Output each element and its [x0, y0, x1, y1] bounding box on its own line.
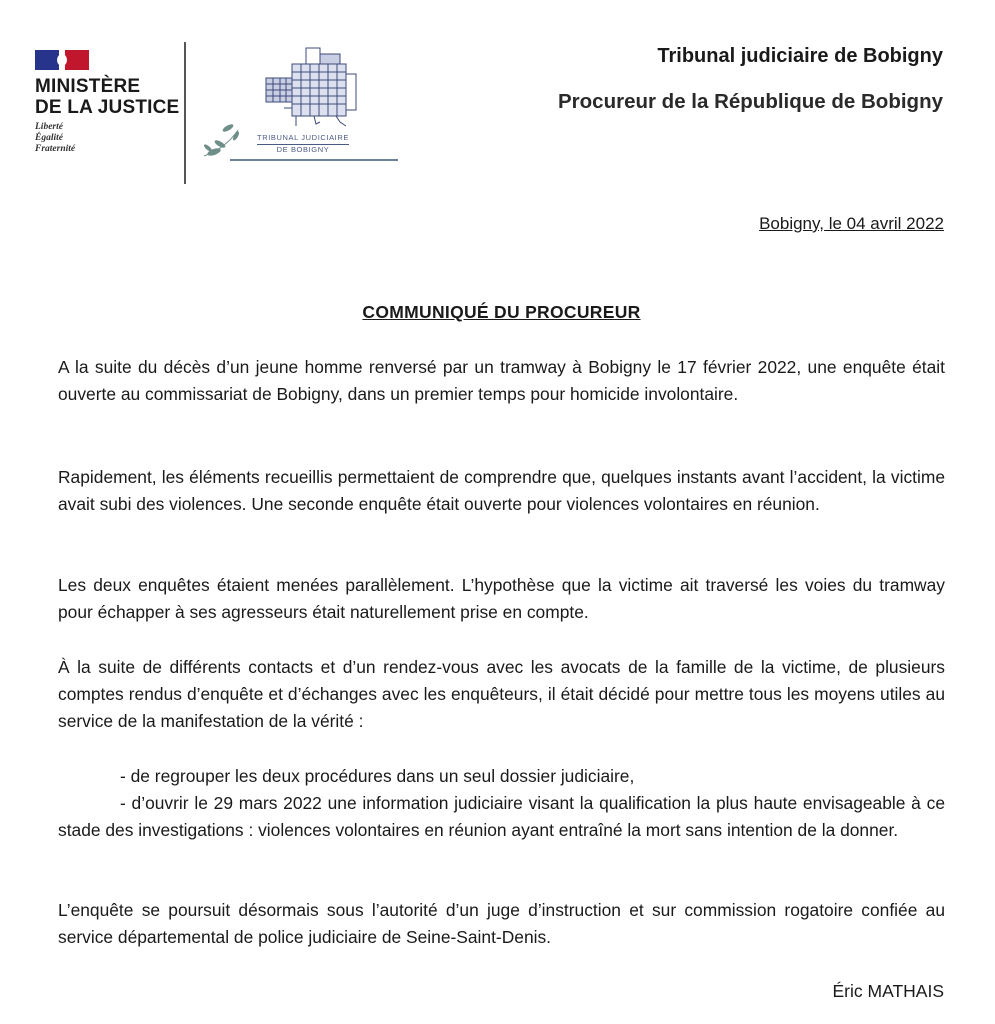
decision-item-1: - de regrouper les deux procédures dans un seul dossier judiciaire, [120, 766, 635, 786]
ministry-name-line1: MINISTÈRE [35, 76, 141, 97]
tribunal-judiciaire-logo [196, 44, 406, 169]
ministry-name-line2: DE LA JUSTICE [35, 97, 180, 118]
ministry-of-justice-logo [35, 50, 185, 155]
document-date: Bobigny, le 04 avril 2022 [759, 214, 944, 233]
republic-motto [35, 122, 185, 155]
paragraph-4: À la suite de différents contacts et d’un rendez-vous avec les avocats de la famille de la victime, de plusieurs comptes rendus d’enquête et d’échanges avec les enquêteurs, il était décidé pour mettre tous les moyens utiles au service de la manifestation de la vérité : [58, 657, 945, 731]
paragraph-1: A la suite du décès d’un jeune homme renversé par un tramway à Bobigny le 17 février 2022, une enquête était ouverte au commissariat de Bobigny, dans un premier temps pour homicide involontaire. [58, 357, 945, 404]
tribunal-logo-underline [230, 159, 398, 161]
tribunal-caption-line2: DE BOBIGNY [276, 145, 330, 154]
closing-paragraph: L’enquête se poursuit désormais sous l’autorité d’un juge d’instruction et sur commission rogatoire confiée au service départemental de police judiciaire de Seine-Saint-Denis. [58, 900, 945, 947]
court-name: Tribunal judiciaire de Bobigny [657, 45, 943, 67]
issuer-header [558, 42, 943, 116]
document-title: COMMUNIQUÉ DU PROCUREUR [362, 302, 641, 322]
prosecutor-name: Procureur de la République de Bobigny [558, 90, 943, 113]
tribunal-logo-caption [238, 133, 368, 155]
motto-fraternite: Fraternité [35, 144, 76, 154]
decision-item-2: - d’ouvrir le 29 mars 2022 une information judiciaire visant la qualification la plus haute envisageable à ce stade des investigations : violences volontaires en réunion ayant entraîné la mort sans intention de la donner. [58, 793, 945, 840]
motto-egalite: Égalité [35, 133, 63, 143]
signature: Éric MATHAIS [832, 981, 944, 1001]
paragraph-2: Rapidement, les éléments recueillis permettaient de comprendre que, quelques instants avant l’accident, la victime avait subi des violences. Une seconde enquête était ouverte pour violences volontaires en réunion. [58, 467, 945, 514]
paragraph-3: Les deux enquêtes étaient menées parallèlement. L’hypothèse que la victime ait traversé les voies du tramway pour échapper à ses agresseurs était naturellement prise en compte. [58, 575, 945, 622]
motto-liberte: Liberté [35, 122, 63, 132]
decision-list [58, 763, 945, 844]
logo-divider [184, 42, 186, 184]
marianne-flag-icon [35, 50, 89, 70]
tribunal-caption-line1: TRIBUNAL JUDICIAIRE [257, 133, 349, 145]
